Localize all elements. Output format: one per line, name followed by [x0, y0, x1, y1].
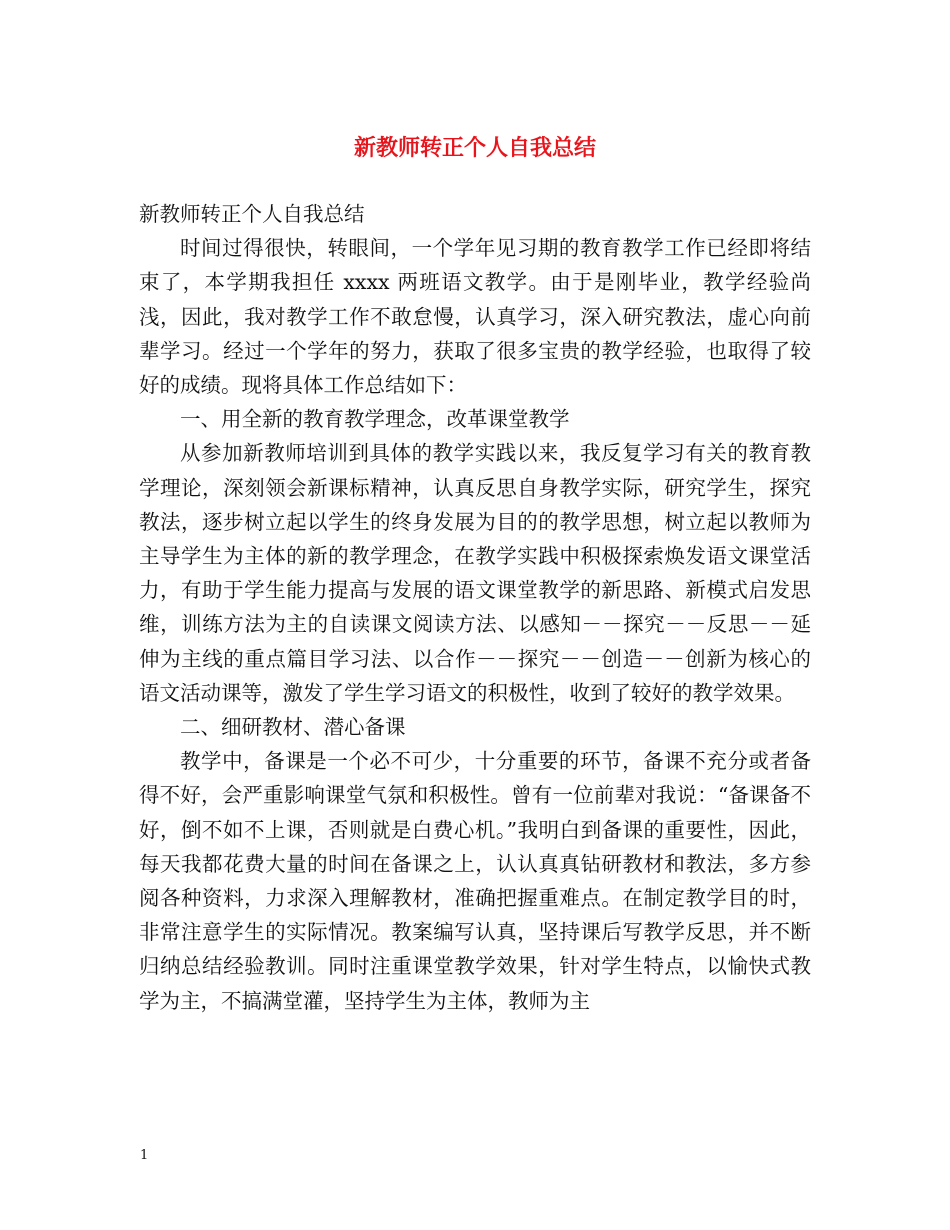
intro-paragraph: 时间过得很快，转眼间，一个学年见习期的教育教学工作已经即将结束了，本学期我担任 xxxx 两班语文教学。由于是刚毕业，教学经验尚浅，因此，我对教学工作不敢怠慢，认真学习，深入研究教法，虚心向前辈学习。经过一个学年的努力，获取了很多宝贵的教学经验，也取得了较好的成绩。现将具体工作总结如下：	[139, 236, 811, 398]
section-2-paragraph: 教学中，备课是一个必不可少，十分重要的环节，备课不充分或者备得不好，会严重影响课堂气氛和积极性。曾有一位前辈对我说：“备课备不好，倒不如不上课，否则就是白费心机。”我明白到备课的重要性，因此，每天我都花费大量的时间在备课之上，认认真真钻研教材和教法，多方参阅各种资料，力求深入理解教材，准确把握重难点。在制定教学目的时，非常注意学生的实际情况。教案编写认真，坚持课后写教学反思，并不断归纳总结经验教训。同时注重课堂教学效果，针对学生特点，以愉快式教学为主，不搞满堂灌，坚持学生为主体，教师为主	[139, 749, 811, 1013]
body-heading: 新教师转正个人自我总结	[139, 202, 365, 226]
page-number: 1	[140, 1148, 149, 1163]
section-heading-1: 一、用全新的教育教学理念，改革课堂教学	[180, 407, 570, 432]
section-heading-2: 二、细研教材、潜心备课	[180, 715, 406, 740]
document-title: 新教师转正个人自我总结	[353, 135, 596, 161]
document-body	[139, 197, 811, 1018]
section-1-paragraph: 从参加新教师培训到具体的教学实践以来，我反复学习有关的教育教学理论，深刻领会新课标精神，认真反思自身教学实际，研究学生，探究教法，逐步树立起以学生的终身发展为目的的教学思想，树立起以教师为主导学生为主体的新的教学理念，在教学实践中积极探索焕发语文课堂活力，有助于学生能力提高与发展的语文课堂教学的新思路、新模式启发思维，训练方法为主的自读课文阅读方法、以感知－－探究－－反思－－延伸为主线的重点篇目学习法、以合作－－探究－－创造－－创新为核心的语文活动课等，激发了学生学习语文的积极性，收到了较好的教学效果。	[139, 441, 811, 705]
